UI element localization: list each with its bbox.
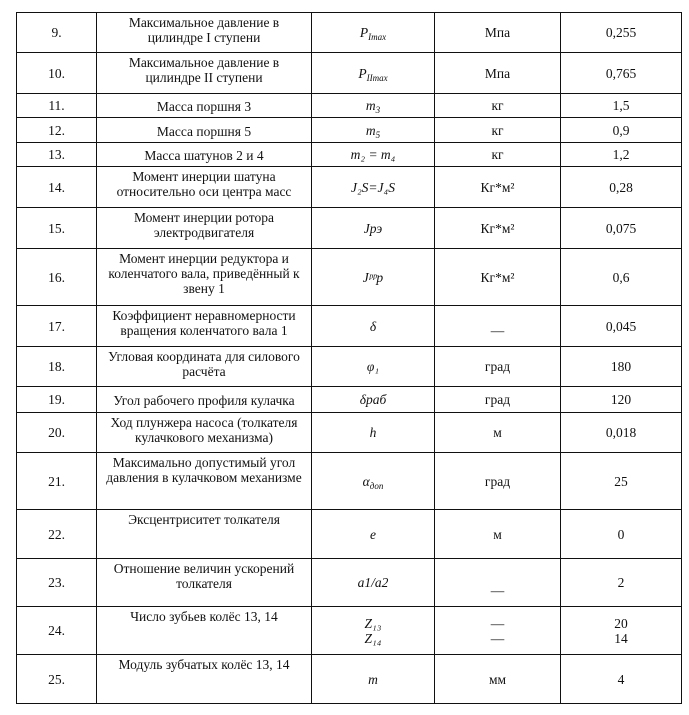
parameter-value: 1,2	[561, 143, 682, 167]
parameter-unit: кг	[435, 94, 561, 118]
parameter-name: Максимальное давление в цилиндре I ступени	[97, 13, 312, 53]
parameter-value: 25	[561, 453, 682, 510]
parameter-value: 0,045	[561, 306, 682, 347]
parameter-value: 0,9	[561, 118, 682, 143]
row-number: 15.	[17, 208, 97, 249]
symbol-subscript: Imax	[368, 32, 387, 42]
parameter-value: 180	[561, 347, 682, 387]
symbol-subscript: доп	[369, 480, 384, 491]
symbol-subscript: 5	[375, 129, 381, 140]
parameter-value: 1,5	[561, 94, 682, 118]
table-row	[17, 347, 682, 387]
row-number: 18.	[17, 347, 97, 387]
parameter-name: Момент инерции шатуна относительно оси центра масс	[97, 167, 312, 208]
parameter-unit: град	[435, 387, 561, 413]
row-number: 19.	[17, 387, 97, 413]
parameter-name: Коэффициент неравномерности вращения коленчатого вала 1	[97, 306, 312, 347]
row-number: 9.	[17, 13, 97, 53]
parameter-symbol: δ	[312, 306, 435, 347]
parameter-unit: кг	[435, 118, 561, 143]
row-number: 16.	[17, 249, 97, 306]
parameter-symbol: Z₁₃ Z₁₄	[312, 607, 435, 655]
table-row	[17, 208, 682, 249]
row-number: 10.	[17, 53, 97, 94]
table-row	[17, 94, 682, 118]
parameter-value: 4	[561, 655, 682, 704]
parameter-symbol: $m_5$	[312, 118, 435, 143]
parameter-symbol: Jᵖᵖp	[312, 249, 435, 306]
table-row	[17, 143, 682, 167]
parameter-name: Модуль зубчатых колёс 13, 14	[97, 655, 312, 704]
parameter-unit: Кг*м²	[435, 167, 561, 208]
parameter-symbol: e	[312, 510, 435, 559]
parameter-value: 0,765	[561, 53, 682, 94]
parameter-unit: м	[435, 413, 561, 453]
parameter-symbol: Jрэ	[312, 208, 435, 249]
parameter-value: 120	[561, 387, 682, 413]
row-number: 13.	[17, 143, 97, 167]
parameter-symbol: h	[312, 413, 435, 453]
table-row	[17, 167, 682, 208]
symbol-subscript: IImax	[366, 72, 388, 83]
table-row	[17, 118, 682, 143]
row-number: 22.	[17, 510, 97, 559]
parameter-name: Масса шатунов 2 и 4	[97, 143, 312, 167]
parameter-name: Угловая координата для силового расчёта	[97, 347, 312, 387]
parameter-symbol: a1/a2	[312, 559, 435, 607]
parameter-name: Масса поршня 3	[97, 94, 312, 118]
table-row	[17, 510, 682, 559]
parameter-symbol: $\alpha_{доп}$	[312, 453, 435, 510]
parameter-value: 0,255	[561, 13, 682, 53]
row-number: 25.	[17, 655, 97, 704]
parameter-name: Момент инерции редуктора и коленчатого вала, приведённый к звену 1	[97, 249, 312, 306]
symbol-subscript: 3	[375, 105, 381, 115]
parameter-name: Отношение величин ускорений толкателя	[97, 559, 312, 607]
parameter-name: Ход плунжера насоса (толкателя кулачкового механизма)	[97, 413, 312, 453]
table-row	[17, 387, 682, 413]
parameter-symbol: $P_{Imax}$	[312, 13, 435, 53]
parameter-unit: Мпа	[435, 53, 561, 94]
parameter-unit: Кг*м²	[435, 249, 561, 306]
parameter-unit: —	[435, 559, 561, 607]
row-number: 20.	[17, 413, 97, 453]
table-row	[17, 53, 682, 94]
parameter-symbol: $m_3$	[312, 94, 435, 118]
table-row	[17, 306, 682, 347]
table-row	[17, 13, 682, 53]
parameter-unit: —	[435, 306, 561, 347]
parameter-name: Момент инерции ротора электродвигателя	[97, 208, 312, 249]
parameter-value: 0,28	[561, 167, 682, 208]
parameter-symbol: φ₁	[312, 347, 435, 387]
parameter-name: Масса поршня 5	[97, 118, 312, 143]
parameter-symbol: m	[312, 655, 435, 704]
parameter-name: Эксцентриситет толкателя	[97, 510, 312, 559]
parameter-value: 0,075	[561, 208, 682, 249]
parameters-table	[16, 12, 682, 704]
parameter-unit: — —	[435, 607, 561, 655]
parameter-unit: град	[435, 347, 561, 387]
parameter-symbol: δраб	[312, 387, 435, 413]
table-row	[17, 453, 682, 510]
parameter-symbol: $P_{IImax}$	[312, 53, 435, 94]
parameter-unit: м	[435, 510, 561, 559]
table-row	[17, 413, 682, 453]
parameter-value: 2	[561, 559, 682, 607]
parameter-symbol: J₂S=J₄S	[312, 167, 435, 208]
parameter-unit: Кг*м²	[435, 208, 561, 249]
parameter-name: Угол рабочего профиля кулачка	[97, 387, 312, 413]
table-row	[17, 249, 682, 306]
row-number: 24.	[17, 607, 97, 655]
row-number: 17.	[17, 306, 97, 347]
parameter-value: 0,6	[561, 249, 682, 306]
table-row	[17, 655, 682, 704]
parameter-unit: град	[435, 453, 561, 510]
row-number: 11.	[17, 94, 97, 118]
row-number: 14.	[17, 167, 97, 208]
parameter-symbol: m₂ = m₄	[312, 143, 435, 167]
parameter-value: 0,018	[561, 413, 682, 453]
row-number: 21.	[17, 453, 97, 510]
row-number: 12.	[17, 118, 97, 143]
parameter-value: 0	[561, 510, 682, 559]
parameter-name: Максимально допустимый угол давления в кулачковом механизме	[97, 453, 312, 510]
parameter-value: 20 14	[561, 607, 682, 655]
parameter-name: Максимальное давление в цилиндре II ступени	[97, 53, 312, 94]
parameter-unit: Мпа	[435, 13, 561, 53]
table-row	[17, 607, 682, 655]
row-number: 23.	[17, 559, 97, 607]
parameter-unit: кг	[435, 143, 561, 167]
table-row	[17, 559, 682, 607]
parameter-name: Число зубьев колёс 13, 14	[97, 607, 312, 655]
parameter-unit: мм	[435, 655, 561, 704]
